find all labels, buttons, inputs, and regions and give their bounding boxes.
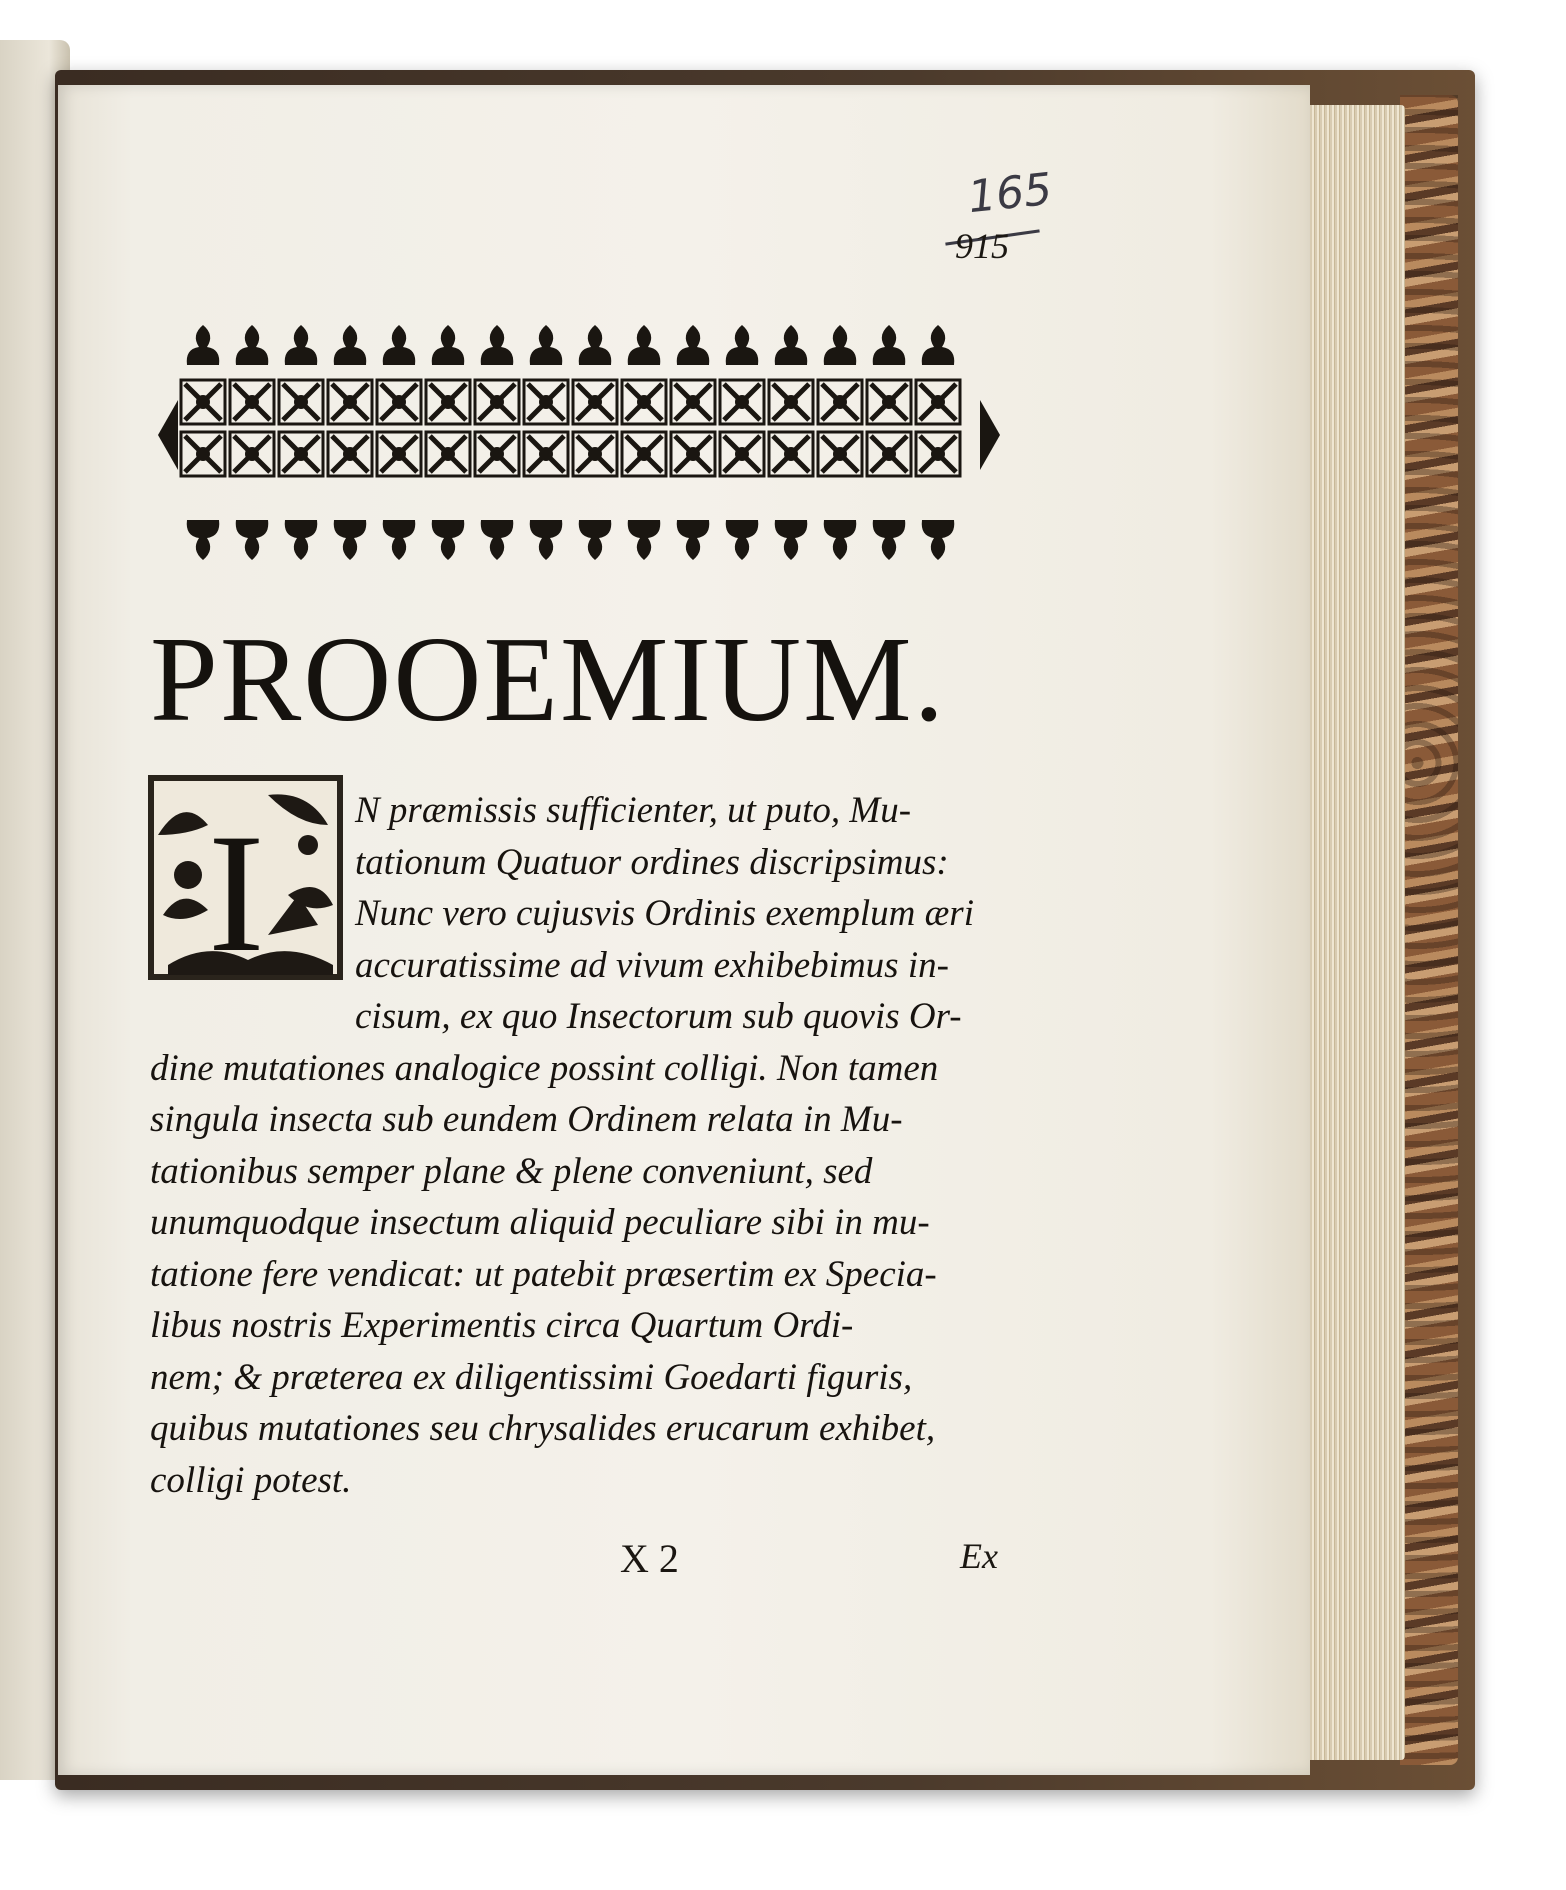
ornament-unit (328, 325, 372, 560)
ornament-unit (475, 325, 519, 560)
ornament-unit (818, 325, 862, 560)
marbled-cover-edge (1400, 95, 1458, 1765)
text-line: colligi potest. (150, 1459, 352, 1501)
ornament-unit (524, 325, 568, 560)
handwritten-page-number: 165 (965, 163, 1055, 224)
text-line: tationibus semper plane & plene conveniunt, sed (150, 1150, 873, 1192)
ornament-unit (573, 325, 617, 560)
text-line: tatione fere vendicat: ut patebit præsertim ex Specia- (150, 1253, 937, 1295)
ornament-unit (769, 325, 813, 560)
initial-letter: I (208, 799, 265, 980)
ornament-unit (671, 325, 715, 560)
signature-mark: X 2 (620, 1536, 679, 1581)
catchword: Ex (960, 1536, 998, 1576)
body-text (150, 785, 1020, 1506)
page-block-edges (1300, 105, 1405, 1760)
text-line: dine mutationes analogice possint colligi. Non tamen (150, 1047, 939, 1089)
text-line: accuratissime ad vivum exhibebimus in- (355, 944, 949, 986)
text-line: quibus mutationes seu chrysalides erucarum exhibet, (150, 1408, 936, 1449)
ornament-unit (720, 325, 764, 560)
ornament-unit (916, 325, 960, 560)
printed-page-number: 915 (955, 226, 1009, 266)
ornamental-headpiece (158, 325, 1000, 560)
page-title: PROOEMIUM. (150, 612, 947, 747)
ornament-unit (181, 325, 225, 560)
ornament-unit (230, 325, 274, 560)
ornament-unit (867, 325, 911, 560)
text-line: nem; & præterea ex diligentissimi Goedarti figuris, (150, 1356, 913, 1398)
ornament-unit (622, 325, 666, 560)
text-line: tationum Quatuor ordines discripsimus: (355, 841, 949, 883)
ornament-end-left (158, 400, 178, 470)
text-line: singula insecta sub eundem Ordinem relata in Mu- (150, 1099, 903, 1140)
text-line: N præmissis sufficienter, ut puto, Mu- (355, 790, 912, 831)
ornament-unit (279, 325, 323, 560)
text-line: cisum, ex quo Insectorum sub quovis Or- (355, 996, 962, 1037)
text-line: unumquodque insectum aliquid peculiare sibi in mu- (150, 1202, 930, 1243)
text-line: libus nostris Experimentis circa Quartum Ordi- (150, 1305, 854, 1346)
text-line: Nunc vero cujusvis Ordinis exemplum æri (355, 893, 974, 934)
ornament-unit (426, 325, 470, 560)
ornament-unit (377, 325, 421, 560)
ornament-end-right (980, 400, 1000, 470)
